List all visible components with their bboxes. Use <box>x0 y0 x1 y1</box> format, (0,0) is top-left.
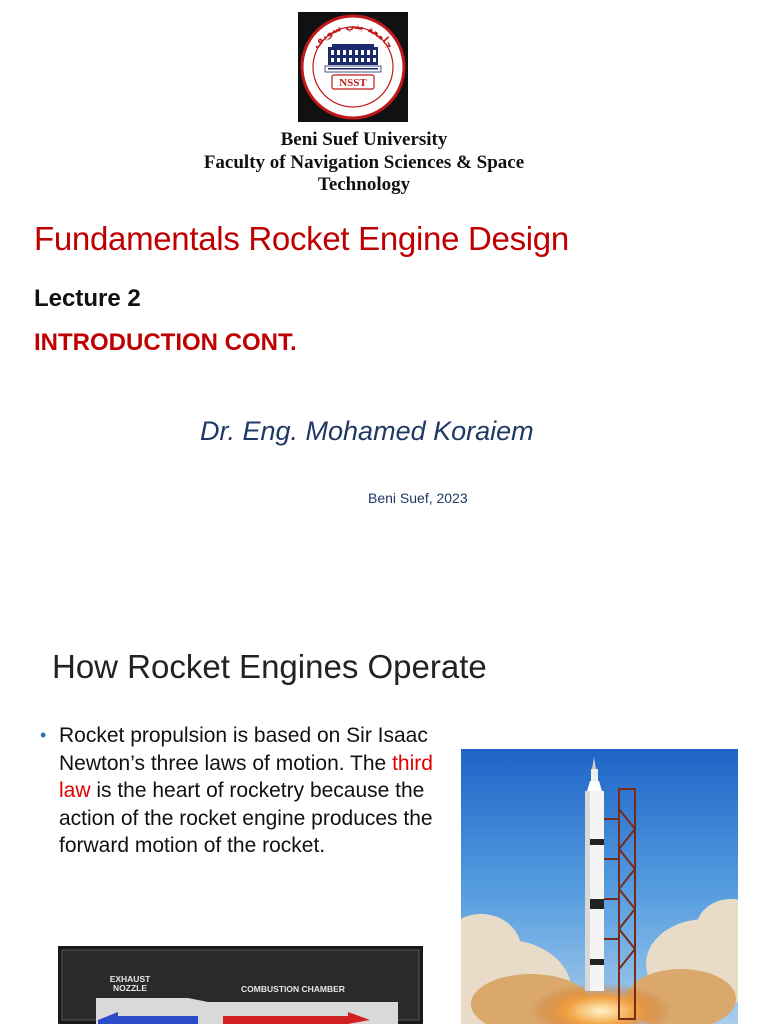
bullet-point <box>40 722 440 860</box>
content-slide <box>0 598 768 1024</box>
logo-arabic-text: جامعة بني سويف <box>310 20 396 52</box>
course-title: Fundamentals Rocket Engine Design <box>34 220 569 257</box>
university-logo <box>298 12 408 122</box>
combustion-chamber-label: COMBUSTION CHAMBER <box>241 984 345 994</box>
bullet-text-end: is the heart of rocketry because the action of the rocket engine produces the forward motion of the rocket. <box>59 779 433 857</box>
logo-acronym: NSST <box>339 77 367 89</box>
lecture-number: Lecture 2 <box>34 285 141 312</box>
author-name: Dr. Eng. Mohamed Koraiem <box>200 416 534 446</box>
lecture-subtitle: INTRODUCTION CONT. <box>34 329 297 356</box>
rocket-launch-photo <box>461 749 738 1024</box>
rocket-engine-diagram <box>58 946 423 1024</box>
bullet-text <box>40 722 440 860</box>
slide-title: How Rocket Engines Operate <box>52 648 487 685</box>
exhaust-label-1: EXHAUST <box>109 974 151 984</box>
bullet-highlight: third law <box>59 751 433 802</box>
faculty-name-line-2: Technology <box>317 174 411 195</box>
bullet-icon: • <box>40 725 47 745</box>
bullet-text-start: Rocket propulsion is based on Sir Isaac Newton’s three laws of motion. The <box>59 724 428 775</box>
exhaust-label-2: NOZZLE <box>113 983 147 993</box>
place-date: Beni Suef, 2023 <box>368 490 468 506</box>
faculty-name-line-1: Faculty of Navigation Sciences & Space <box>203 152 525 173</box>
university-name: Beni Suef University <box>280 129 448 150</box>
